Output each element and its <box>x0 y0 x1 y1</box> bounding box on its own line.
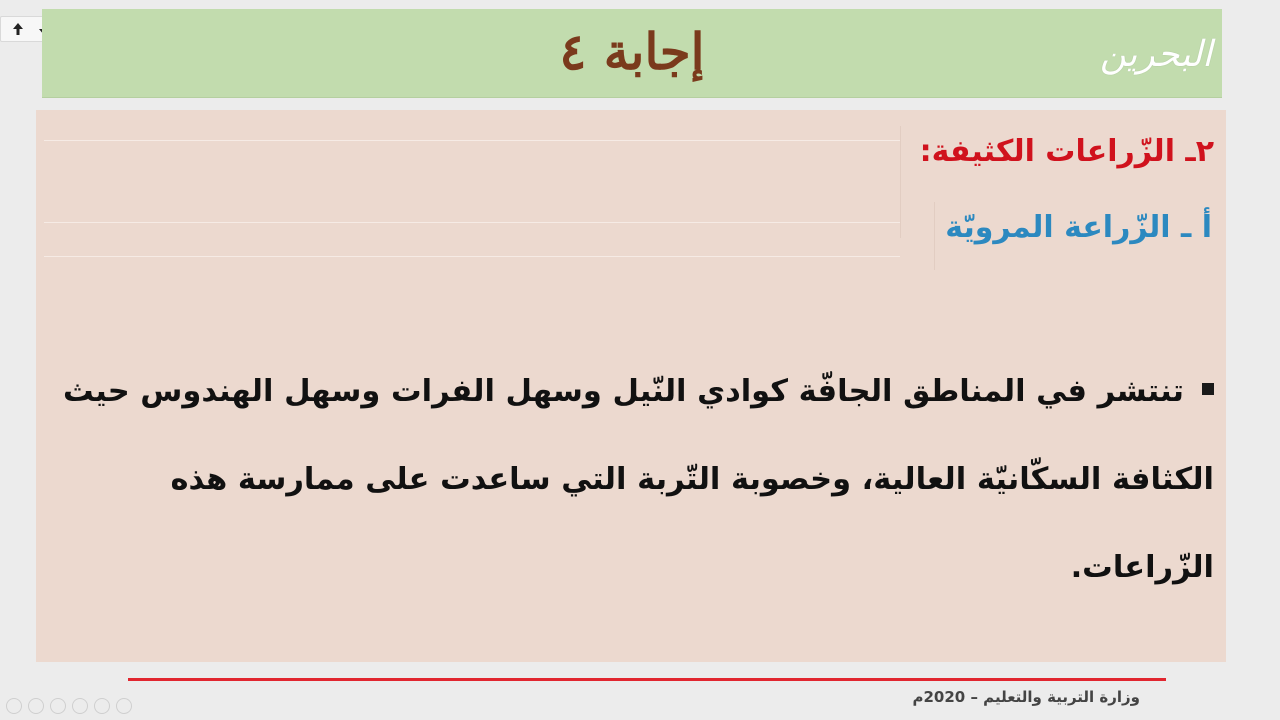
pen-tool-icon[interactable] <box>50 698 66 714</box>
panel-divider <box>900 126 901 238</box>
footer-rule <box>128 678 1166 681</box>
section-heading: ٢ـ الزّراعات الكثيفة: <box>919 134 1214 169</box>
panel-divider <box>44 140 900 141</box>
paragraph <box>44 348 1214 612</box>
prev-slide-icon[interactable] <box>6 698 22 714</box>
more-options-icon[interactable] <box>116 698 132 714</box>
panel-divider <box>44 222 900 223</box>
bahrain-logo: البحرين <box>1099 34 1213 75</box>
bullet-icon <box>1202 383 1214 395</box>
panel-divider <box>934 202 935 270</box>
zoom-icon[interactable] <box>94 698 110 714</box>
paragraph-text: تنتشر في المناطق الجافّة كوادي النّيل وسهل الفرات وسهل الهندوس حيث الكثافة السكّانيّة العالية، وخصوبة التّربة التي ساعدت على ممارسة هذه الزّراعات. <box>62 374 1214 585</box>
next-slide-icon[interactable] <box>28 698 44 714</box>
content-panel <box>36 110 1226 662</box>
slide-header <box>42 9 1222 98</box>
view-icon[interactable] <box>72 698 88 714</box>
panel-divider <box>44 256 900 257</box>
arrow-up-icon[interactable] <box>5 17 31 41</box>
slide-title: إجابة ٤ <box>559 22 705 81</box>
section-subheading: أ ـ الزّراعة المرويّة <box>945 210 1212 245</box>
slideshow-controls <box>6 698 132 714</box>
footer-text: وزارة التربية والتعليم – 2020م <box>912 688 1140 706</box>
